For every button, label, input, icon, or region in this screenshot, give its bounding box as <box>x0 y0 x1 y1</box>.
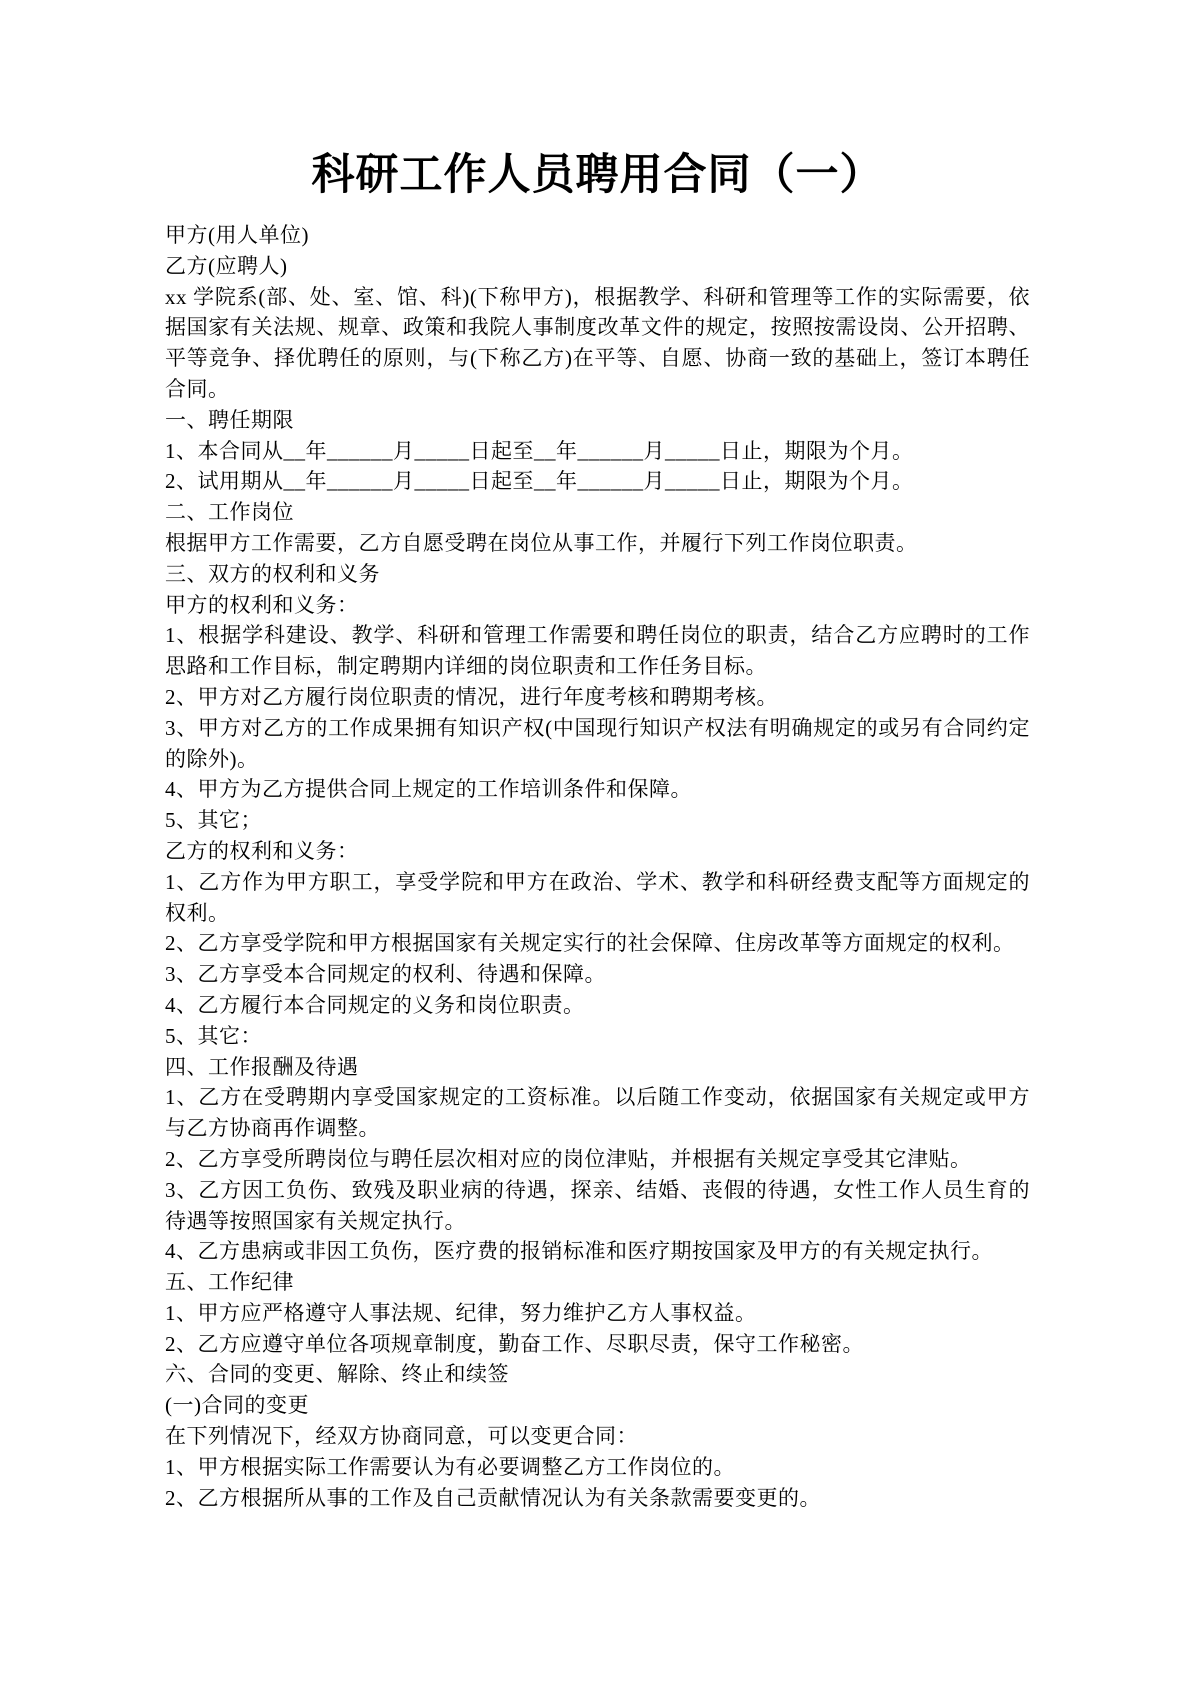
document-body <box>165 220 1030 1513</box>
contract-paragraph: 1、乙方作为甲方职工，享受学院和甲方在政治、学术、教学和科研经费支配等方面规定的权利。 <box>165 869 1030 925</box>
contract-paragraph: 2、乙方应遵守单位各项规章制度，勤奋工作、尽职尽责，保守工作秘密。 <box>165 1331 864 1356</box>
contract-paragraph: 4、乙方履行本合同规定的义务和岗位职责。 <box>165 992 585 1017</box>
contract-paragraph: 5、其它； <box>165 808 262 833</box>
contract-paragraph: 3、甲方对乙方的工作成果拥有知识产权(中国现行知识产权法有明确规定的或另有合同约定的除外)。 <box>165 715 1030 771</box>
contract-paragraph: 4、甲方为乙方提供合同上规定的工作培训条件和保障。 <box>165 777 692 802</box>
contract-paragraph: xx 学院系(部、处、室、馆、科)(下称甲方)，根据教学、科研和管理等工作的实际需要，依据国家有关法规、规章、政策和我院人事制度改革文件的规定，按照按需设岗、公开招聘、平等竞争、择优聘任的原则，与(下称乙方)在平等、自愿、协商一致的基础上，签订本聘任合同。 <box>165 284 1030 401</box>
contract-paragraph: (一)合同的变更 <box>165 1393 309 1418</box>
contract-paragraph: 1、乙方在受聘期内享受国家规定的工资标准。以后随工作变动，依据国家有关规定或甲方与乙方协商再作调整。 <box>165 1085 1030 1141</box>
contract-paragraph: 2、乙方根据所从事的工作及自己贡献情况认为有关条款需要变更的。 <box>165 1485 821 1510</box>
contract-paragraph: 2、乙方享受所聘岗位与聘任层次相对应的岗位津贴，并根据有关规定享受其它津贴。 <box>165 1146 972 1171</box>
document-title: 科研工作人员聘用合同（一） <box>311 152 884 199</box>
contract-paragraph: 3、乙方享受本合同规定的权利、待遇和保障。 <box>165 962 606 987</box>
contract-paragraph: 二、工作岗位 <box>165 500 294 525</box>
contract-paragraph: 2、试用期从__年______月_____日起至__年______月_____日止，期限为个月。 <box>165 469 914 494</box>
contract-paragraph: 甲方的权利和义务： <box>165 592 359 617</box>
contract-paragraph: 甲方(用人单位) <box>165 223 309 247</box>
contract-paragraph: 五、工作纪律 <box>165 1270 294 1295</box>
contract-paragraph: 5、其它： <box>165 1023 262 1048</box>
contract-paragraph: 2、乙方享受学院和甲方根据国家有关规定实行的社会保障、住房改革等方面规定的权利。 <box>165 931 1015 956</box>
contract-paragraph: 1、甲方应严格遵守人事法规、纪律，努力维护乙方人事权益。 <box>165 1300 757 1325</box>
contract-paragraph: 乙方(应聘人) <box>165 253 288 278</box>
contract-paragraph: 3、乙方因工负伤、致残及职业病的待遇，探亲、结婚、丧假的待遇，女性工作人员生育的待遇等按照国家有关规定执行。 <box>165 1177 1030 1233</box>
contract-paragraph: 1、甲方根据实际工作需要认为有必要调整乙方工作岗位的。 <box>165 1454 735 1479</box>
contract-paragraph: 4、乙方患病或非因工负伤，医疗费的报销标准和医疗期按国家及甲方的有关规定执行。 <box>165 1239 993 1264</box>
contract-paragraph: 根据甲方工作需要，乙方自愿受聘在岗位从事工作，并履行下列工作岗位职责。 <box>165 530 918 555</box>
contract-paragraph: 1、根据学科建设、教学、科研和管理工作需要和聘任岗位的职责，结合乙方应聘时的工作思路和工作目标，制定聘期内详细的岗位职责和工作任务目标。 <box>165 623 1030 679</box>
contract-paragraph: 2、甲方对乙方履行岗位职责的情况，进行年度考核和聘期考核。 <box>165 684 778 709</box>
contract-paragraph: 四、工作报酬及待遇 <box>165 1054 359 1079</box>
contract-paragraph: 1、本合同从__年______月_____日起至__年______月_____日止，期限为个月。 <box>165 438 914 463</box>
contract-paragraph: 乙方的权利和义务： <box>165 838 359 863</box>
contract-paragraph: 六、合同的变更、解除、终止和续签 <box>165 1362 509 1387</box>
contract-paragraph: 在下列情况下，经双方协商同意，可以变更合同： <box>165 1424 638 1449</box>
contract-paragraph: 一、聘任期限 <box>165 407 294 432</box>
contract-paragraph: 三、双方的权利和义务 <box>165 561 380 586</box>
